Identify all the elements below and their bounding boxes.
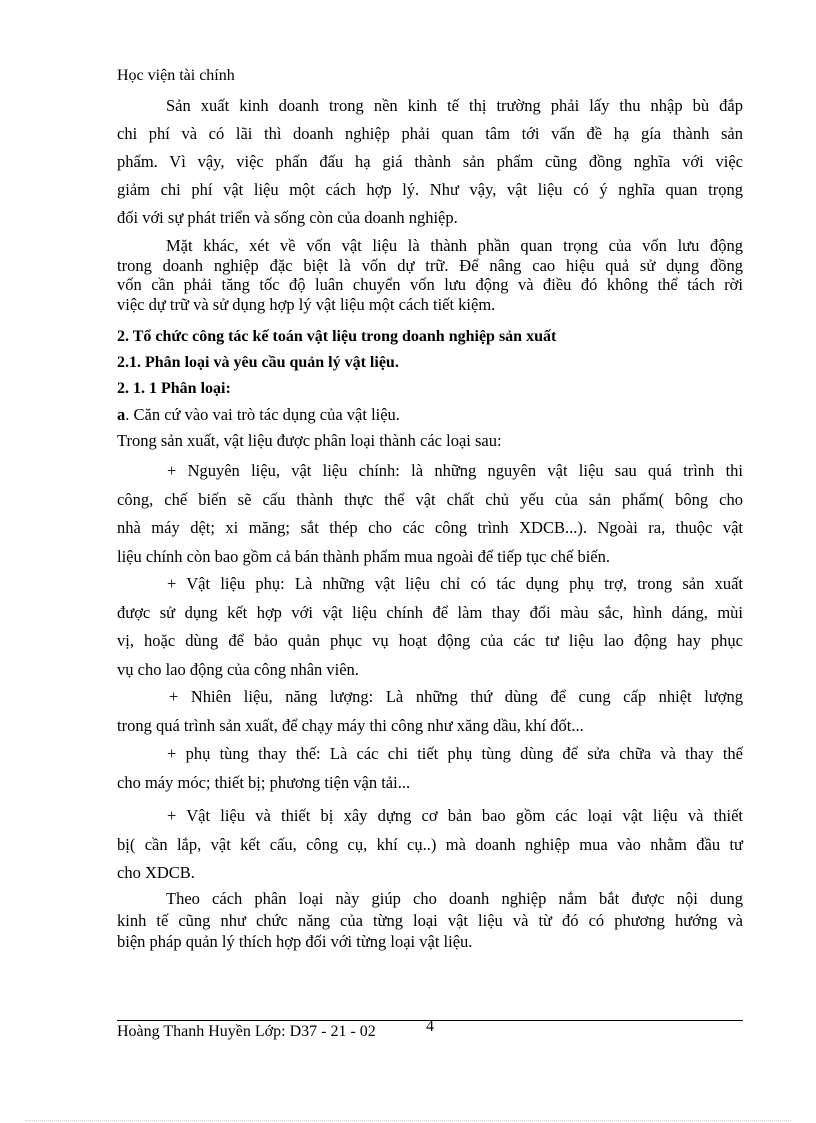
bullet-spare-parts: + phụ tùng thay thế: Là các chi tiết phụ tùng dùng để sửa chữa và thay thế cho máy móc; thiết bị; phương tiện vận tải... bbox=[117, 744, 743, 792]
bullet-construction-materials: + Vật liệu và thiết bị xây dựng cơ bản bao gồm các loại vật liệu và thiết bị( cần lắp, vật kết cấu, công cụ, khí cụ..) mà doanh nghiệp mua vào nhằm đầu tư cho XDCB. bbox=[117, 806, 743, 882]
page-number: 4 bbox=[426, 1018, 434, 1035]
paragraph-3: Theo cách phân loại này giúp cho doanh nghiệp nắm bắt được nội dung kinh tế cũng như chức năng của từng loại vật liệu và từ đó có phương hướng và biện pháp quản lý thích hợp đối với từng loại vật liệu. bbox=[117, 889, 743, 951]
item-a-text: . Căn cứ vào vai trò tác dụng của vật liệu. bbox=[125, 405, 400, 424]
subsubsection-heading: 2. 1. 1 Phân loại: bbox=[117, 380, 231, 397]
page-bottom-divider bbox=[25, 1120, 791, 1121]
footer-author: Hoàng Thanh Huyền Lớp: D37 - 21 - 02 bbox=[117, 1023, 376, 1040]
paragraph-2: Mặt khác, xét về vốn vật liệu là thành phần quan trọng của vốn lưu động trong doanh nghiệp đặc biệt là vốn dự trữ. Để nâng cao hiệu quả sử dụng đồng vốn cần phải tăng tốc độ luân chuyển vốn lưu động và điều đó không thể tách rời việc dự trữ và sử dụng hợp lý vật liệu một cách tiết kiệm. bbox=[117, 236, 743, 314]
paragraph-1: Sản xuất kinh doanh trong nền kinh tế thị trường phải lấy thu nhập bù đắp chi phí và có lãi thì doanh nghiệp phải quan tâm tới vấn đề hạ gía thành sản phẩm. Vì vậy, việc phấn đấu hạ giá thành sản phẩm cũng đồng nghĩa với việc giảm chi phí vật liệu một cách hợp lý. Như vậy, vật liệu có ý nghĩa quan trọng đối với sự phát triển và sống còn của doanh nghiệp. bbox=[117, 96, 743, 227]
bullet-main-materials: + Nguyên liệu, vật liệu chính: là những nguyên vật liệu sau quá trình thi công, chế biến sẽ cấu thành thực thể vật chất chủ yếu của sản phẩm( bông cho nhà máy dệt; xi măng; sắt thép cho các công trình XDCB...). Ngoài ra, thuộc vật liệu chính còn bao gồm cả bán thành phẩm mua ngoài để tiếp tục chế biến. bbox=[117, 461, 743, 566]
page-header: Học viện tài chính bbox=[117, 67, 235, 84]
bullet-auxiliary-materials: + Vật liệu phụ: Là những vật liệu chỉ có tác dụng phụ trợ, trong sản xuất được sử dụng kết hợp với vật liệu chính để làm thay đổi màu sắc, hình dáng, mùi vị, hoặc dùng để bảo quản phục vụ hoạt động của các tư liệu lao động hay phục vụ cho lao động của công nhân viên. bbox=[117, 574, 743, 679]
item-a bbox=[117, 405, 400, 425]
section-heading: 2. Tổ chức công tác kế toán vật liệu trong doanh nghiệp sản xuất bbox=[117, 328, 557, 345]
subsection-heading: 2.1. Phân loại và yêu cầu quản lý vật liệu. bbox=[117, 354, 399, 371]
item-a-label: a bbox=[117, 405, 126, 424]
bullet-fuel-energy: + Nhiên liệu, năng lượng: Là những thứ dùng để cung cấp nhiệt lượng trong quá trình sản xuất, để chạy máy thi công như xăng dầu, khí đốt... bbox=[117, 687, 743, 735]
classification-intro: Trong sản xuất, vật liệu được phân loại thành các loại sau: bbox=[117, 431, 502, 450]
